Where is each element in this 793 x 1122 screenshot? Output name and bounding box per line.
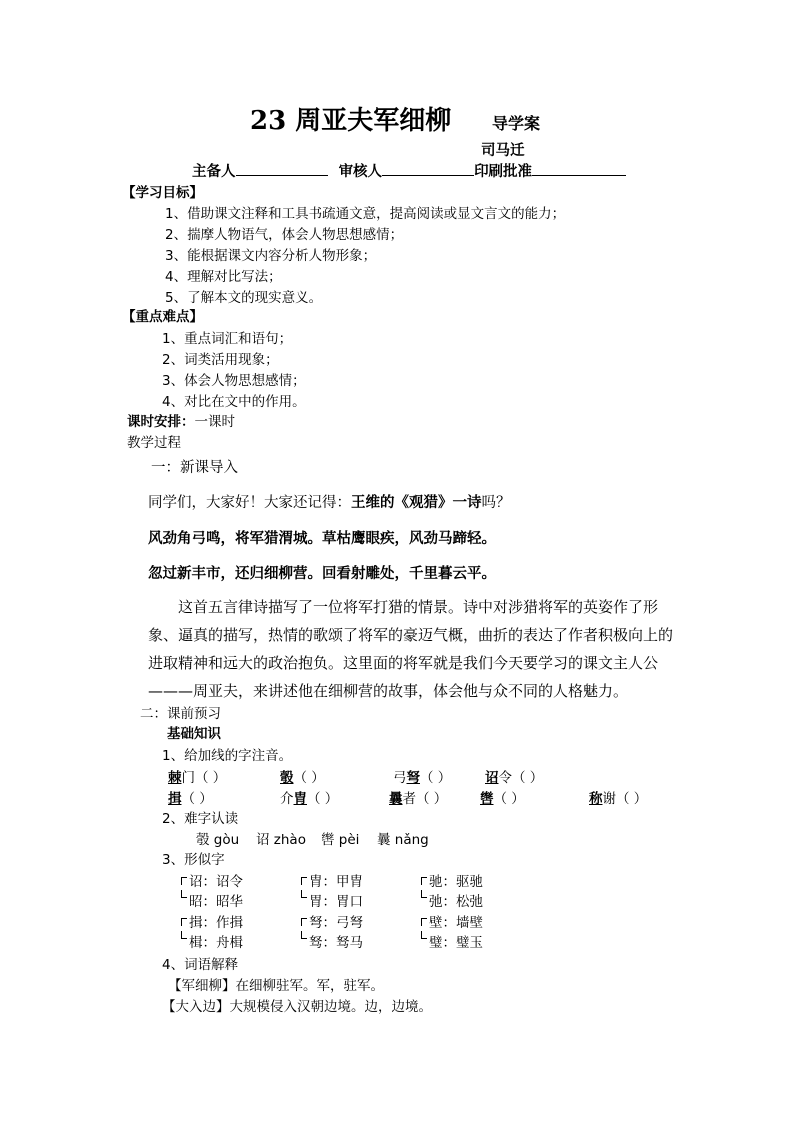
hard-chars-label: 2、难字认读 [162, 811, 239, 827]
schedule-row [127, 410, 235, 430]
goal-item: 2、揣摩人物语气，体会人物思想感情； [165, 227, 404, 243]
signoff-row [192, 160, 626, 181]
print-label: 印刷批准 [474, 164, 533, 180]
bracket-top [421, 877, 427, 885]
similar-char: 楫：舟楫 [189, 935, 243, 951]
hard-char-item: 辔 pèi [321, 832, 360, 848]
similar-char: 驽：驽马 [309, 935, 363, 951]
review-blank [382, 160, 474, 176]
intro-prefix: 同学们，大家好！大家还记得： [148, 495, 351, 511]
goals-heading: 【学习目标】 [122, 185, 203, 201]
goal-item: 1、借助课文注释和工具书疏通文意，提高阅读或显文言文的能力； [165, 206, 566, 222]
intro-suffix: 吗？ [481, 495, 511, 511]
similar-char: 璧：璧玉 [429, 935, 483, 951]
keypoint-item: 3、体会人物思想感情； [162, 373, 306, 389]
similar-chars-label: 3、形似字 [162, 852, 225, 868]
similar-char: 胄：甲胄 [309, 874, 363, 890]
similar-char: 揖：作揖 [189, 915, 243, 931]
pinyin-item: 揖（ ） [168, 791, 213, 807]
author: 司马迁 [481, 143, 525, 159]
bracket-top [181, 918, 187, 926]
page-title: 23 周亚夫军细柳 [250, 106, 452, 136]
poem-line-2: 忽过新丰市，还归细柳营。回看射雕处，千里暮云平。 [148, 566, 496, 582]
doc-type: 导学案 [492, 114, 541, 133]
bracket-bottom [421, 890, 427, 898]
keypoints-heading: 【重点难点】 [122, 309, 203, 325]
prep-blank [236, 160, 328, 176]
pinyin-task-label: 1、给加线的字注音。 [162, 748, 293, 764]
bracket-top [421, 918, 427, 926]
similar-char: 驰：驱驰 [429, 874, 483, 890]
schedule-value: 一课时 [194, 414, 235, 430]
review-label: 审核人 [338, 164, 383, 180]
vocab-label: 4、词语解释 [162, 957, 239, 973]
pinyin-item: 弓弩（ ） [393, 770, 452, 786]
bracket-top [181, 877, 187, 885]
similar-char: 胃：胃口 [309, 894, 363, 910]
keypoint-item: 1、重点词汇和语句； [162, 331, 293, 347]
hard-char-item: 彀 gòu [196, 832, 240, 848]
basic-knowledge: 基础知识 [167, 726, 221, 742]
bracket-bottom [301, 890, 307, 898]
similar-char: 昭：昭华 [189, 894, 243, 910]
pinyin-item: 曩者（ ） [389, 791, 448, 807]
hard-char-item: 曩 nǎng [377, 832, 429, 848]
vocab-item: 【军细柳】在细柳驻军。军，驻军。 [168, 978, 384, 994]
vocab-item: 【大入边】大规模侵入汉朝边境。边，边境。 [162, 999, 432, 1015]
poem-line-1: 风劲角弓鸣，将军猎渭城。草枯鹰眼疾，风劲马蹄轻。 [148, 531, 496, 547]
similar-char: 诏：诏令 [189, 874, 243, 890]
keypoint-item: 2、词类活用现象； [162, 352, 279, 368]
process-heading: 教学过程 [127, 435, 181, 451]
bracket-top [301, 918, 307, 926]
pinyin-item: 称谢（ ） [589, 791, 648, 807]
schedule-label: 课时安排： [127, 414, 195, 430]
prep-label: 主备人 [192, 164, 236, 180]
bracket-bottom [421, 931, 427, 939]
goal-item: 3、能根据课文内容分析人物形象； [165, 248, 377, 264]
pinyin-item: 介胄（ ） [280, 791, 339, 807]
step-preview: 二：课前预习 [140, 706, 221, 722]
goal-item: 5、了解本文的现实意义。 [165, 290, 323, 306]
bracket-bottom [181, 931, 187, 939]
bracket-bottom [181, 890, 187, 898]
bracket-bottom [301, 931, 307, 939]
similar-char: 壁：墙壁 [429, 915, 483, 931]
intro-poem-ref: 王维的《观猎》一诗 [351, 495, 482, 511]
similar-char: 弩：弓弩 [309, 915, 363, 931]
print-blank [532, 160, 626, 176]
pinyin-item: 诏令（ ） [485, 770, 544, 786]
pinyin-item: 辔（ ） [480, 791, 525, 807]
step-intro: 一：新课导入 [151, 460, 238, 476]
goal-item: 4、理解对比写法； [165, 269, 282, 285]
intro-question [148, 491, 511, 512]
pinyin-item: 彀（ ） [280, 770, 325, 786]
intro-paragraph: 这首五言律诗描写了一位将军打猎的情景。诗中对涉猎将军的英姿作了形象、逼真的描写，热情的歌颂了将军的豪迈气概，曲折的表达了作者积极向上的进取精神和远大的政治抱负。这里面的将军就是我们今天要学习的课文主人公———周亚夫，来讲述他在细柳营的故事，体会他与众不同的人格魅力。 [148, 598, 674, 700]
similar-char: 弛：松弛 [429, 894, 483, 910]
hard-char-item: 诏 zhào [256, 832, 306, 848]
keypoint-item: 4、对比在文中的作用。 [162, 394, 306, 410]
pinyin-item: 棘门（ ） [168, 770, 227, 786]
bracket-top [301, 877, 307, 885]
